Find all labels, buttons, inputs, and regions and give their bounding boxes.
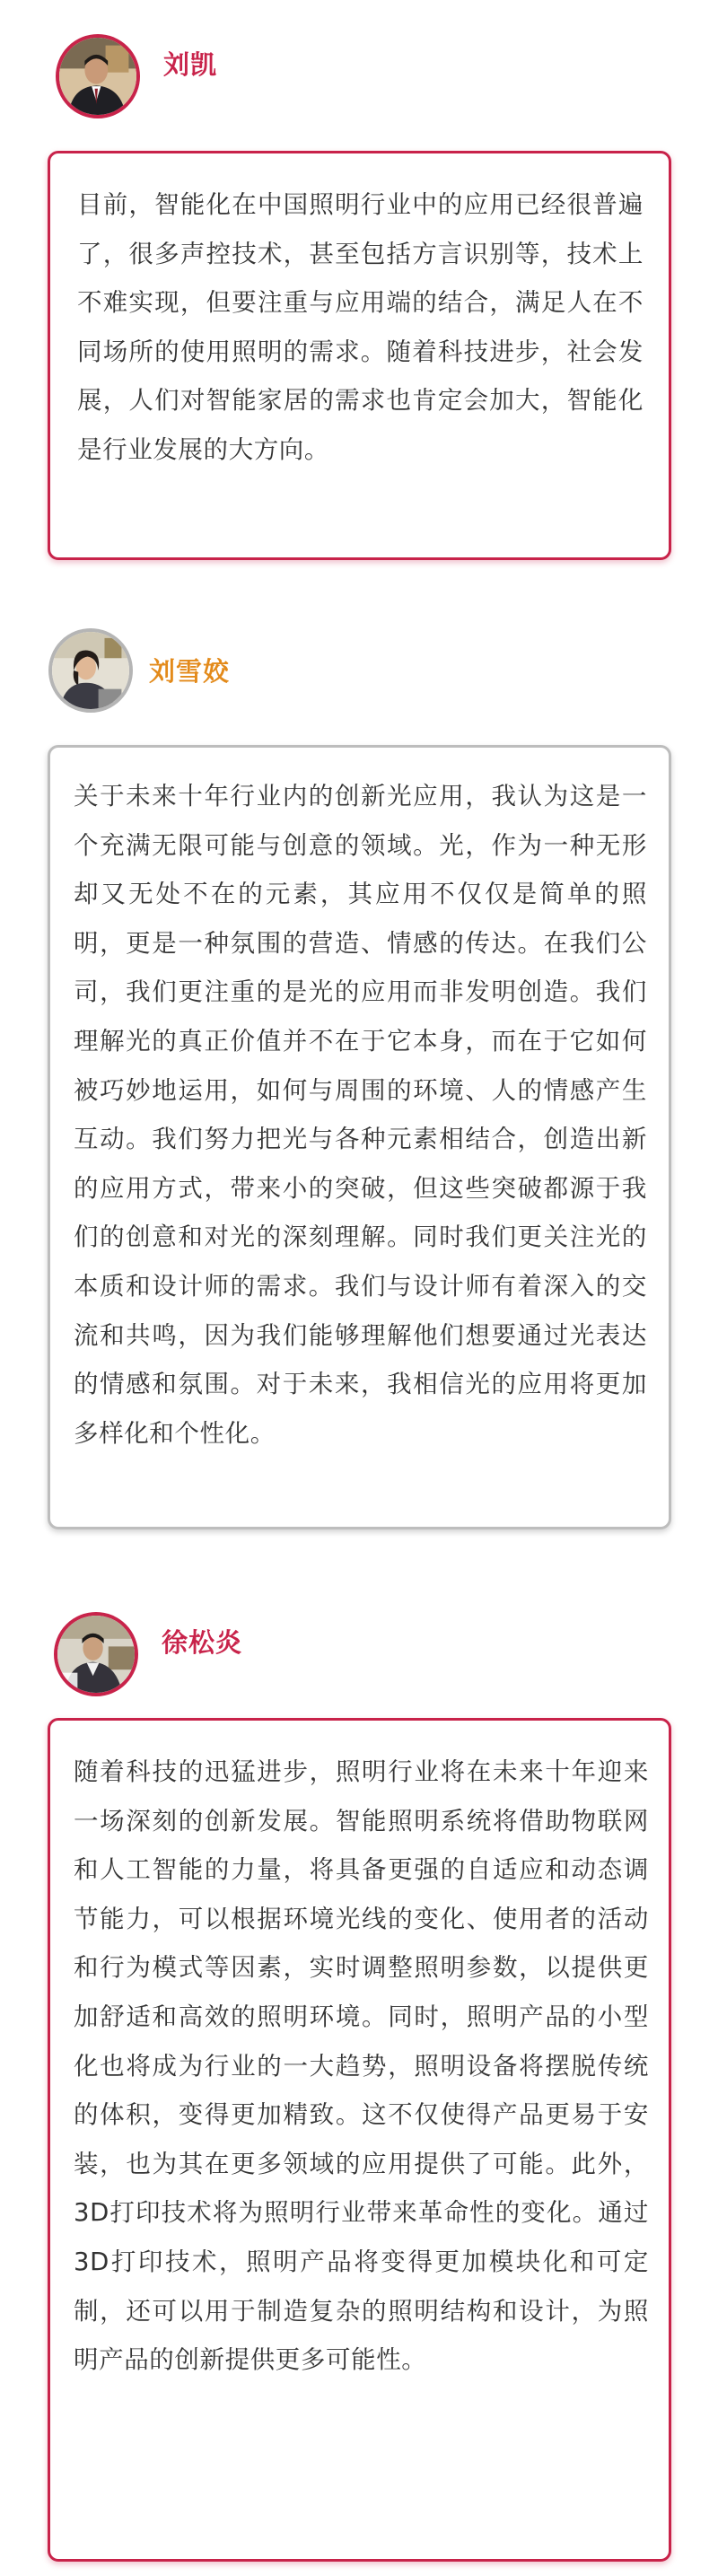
- person-name: 刘雪姣: [149, 656, 231, 687]
- quote-text: 随着科技的迅猛进步，照明行业将在未来十年迎来一场深刻的创新发展。智能照明系统将借助物联网和人工智能的力量，将具备更强的自适应和动态调节能力，可以根据环境光线的变化、使用者的活动和行为模式等因素，实时调整照明参数，以提供更加舒适和高效的照明环境。同时，照明产品的小型化也将成为行业的一大趋势，照明设备将摆脱传统的体积，变得更加精致。这不仅使得产品更易于安装，也为其在更多领域的应用提供了可能。此外，3D打印技术将为照明行业带来革命性的变化。通过3D打印技术，照明产品将变得更加模块化和可定制，还可以用于制造复杂的照明结构和设计，为照明产品的创新提供更多可能性。: [74, 1757, 649, 2375]
- quote-card: [48, 1718, 671, 2562]
- quote-card: [48, 151, 671, 560]
- quote-text: 关于未来十年行业内的创新光应用，我认为这是一个充满无限可能与创意的领域。光，作为一种无形却又无处不在的元素，其应用不仅仅是简单的照明，更是一种氛围的营造、情感的传达。在我们公司，我们更注重的是光的应用而非发明创造。我们理解光的真正价值并不在于它本身，而在于它如何被巧妙地运用，如何与周围的环境、人的情感产生互动。我们努力把光与各种元素相结合，创造出新的应用方式，带来小的突破，但这些突破都源于我们的创意和对光的深刻理解。同时我们更关注光的本质和设计师的需求。我们与设计师有着深入的交流和共鸣，因为我们能够理解他们想要通过光表达的情感和氛围。对于未来，我相信光的应用将更加多样化和个性化。: [74, 782, 647, 1448]
- person-name: 刘凯: [163, 49, 218, 80]
- avatar: [56, 34, 140, 118]
- avatar: [48, 628, 133, 713]
- profile-section-xu-songyan: [0, 1580, 718, 2576]
- quote-card: [48, 745, 671, 1529]
- quote-text: 目前，智能化在中国照明行业中的应用已经很普遍了，很多声控技术，甚至包括方言识别等，技术上不难实现，但要注重与应用端的结合，满足人在不同场所的使用照明的需求。随着科技进步，社会发展，人们对智能家居的需求也肯定会加大，智能化是行业发展的大方向。: [77, 190, 644, 464]
- profile-section-liu-kai: [0, 0, 718, 592]
- profile-section-liu-xuejiao: [0, 592, 718, 1580]
- person-name: 徐松炎: [162, 1627, 243, 1658]
- avatar: [54, 1612, 138, 1696]
